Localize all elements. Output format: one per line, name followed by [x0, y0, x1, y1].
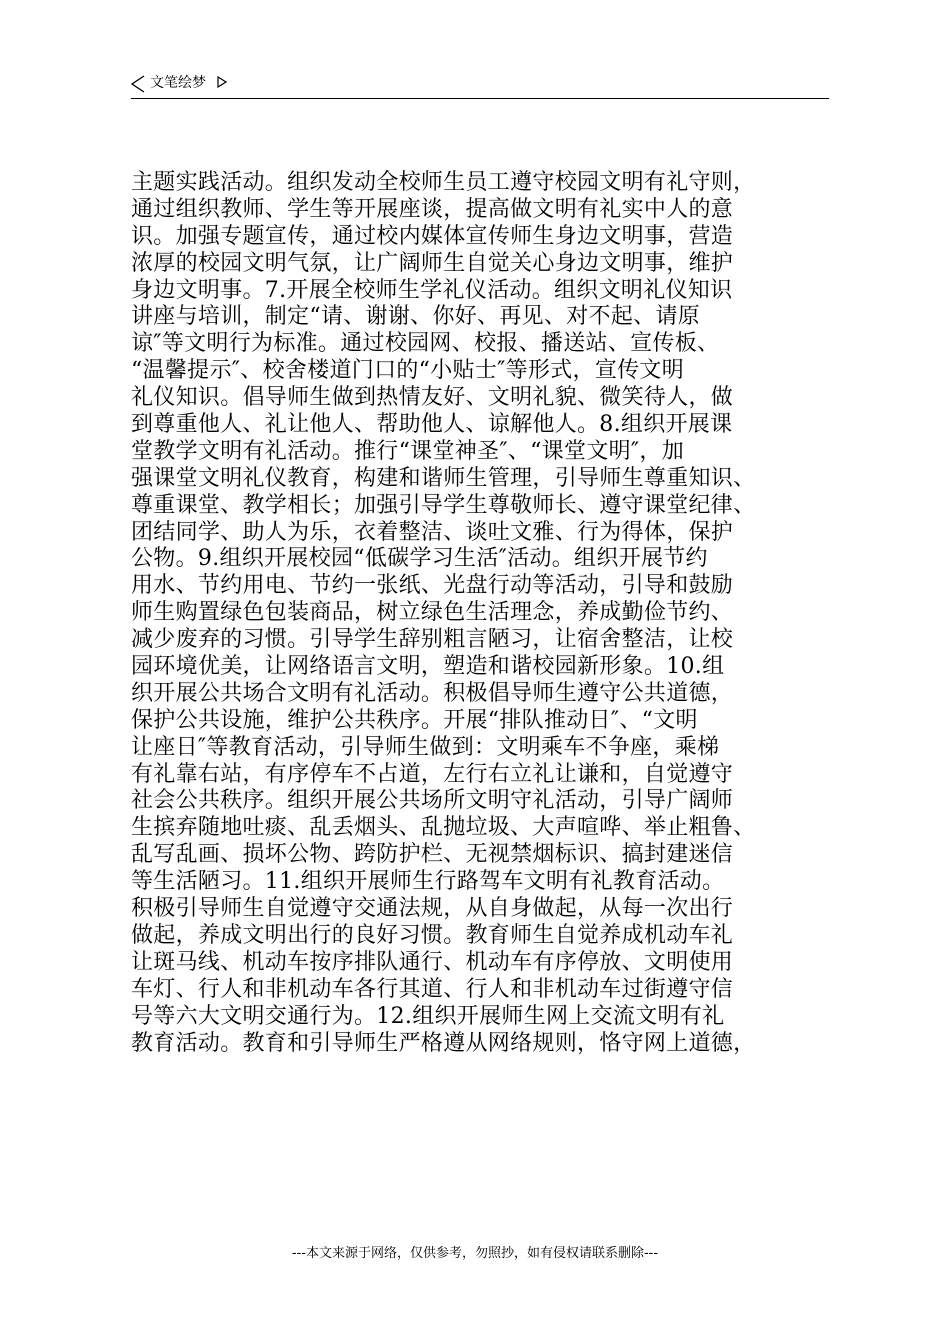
- body-text-line: 减少废弃的习惯。引导学生辞别粗言陋习，让宿舍整洁，让校: [131, 627, 734, 653]
- body-text-line: 用水、节约用电、节约一张纸、光盘行动等活动，引导和鼓励: [131, 573, 734, 599]
- body-text-line: 做起，养成文明出行的良好习惯。教育师生自觉养成机动车礼: [131, 922, 734, 948]
- body-text-line: 身边文明事。7.开展全校师生学礼仪活动。组织文明礼仪知识: [131, 277, 733, 303]
- body-text-line: 公物。9.组织开展校园“低碳学习生活″活动。组织开展节约: [131, 546, 708, 572]
- body-text-line: 园环境优美，让网络语言文明，塑造和谐校园新形象。10.组: [131, 654, 725, 680]
- body-text-line: 谅″等文明行为标准。通过校园网、校报、播送站、宣传板、: [131, 331, 720, 357]
- body-text-line: 堂教学文明有礼活动。推行“课堂神圣″、“课堂文明″，加: [131, 438, 685, 464]
- footer-notice: ---本文来源于网络，仅供参考，勿照抄，如有侵权请联系删除---: [291, 1246, 659, 1261]
- body-text-line: 社会公共秩序。组织开展公共场所文明守礼活动，引导广阔师: [131, 788, 734, 814]
- body-text-line: 教育活动。教育和引导师生严格遵从网络规则，恪守网上道德，: [131, 1030, 756, 1056]
- body-text-line: 团结同学、助人为乐，衣着整洁、谈吐文雅、行为得体，保护: [131, 519, 734, 545]
- document-body: [131, 170, 829, 1057]
- body-text-line: 乱写乱画、损坏公物、跨防护栏、无视禁烟标识、搞封建迷信: [131, 842, 734, 868]
- page-header: [131, 70, 829, 99]
- body-text-line: 浓厚的校园文明气氛，让广阔师生自觉关心身边文明事，维护: [131, 250, 734, 276]
- body-text-line: 让斑马线、机动车按序排队通行、机动车有序停放、文明使用: [131, 949, 734, 975]
- body-text-line: 讲座与培训，制定“请、谢谢、你好、再见、对不起、请原: [131, 304, 701, 330]
- body-text-line: 强课堂文明礼仪教育，构建和谐师生管理，引导师生尊重知识、: [131, 465, 756, 491]
- body-text-line: 车灯、行人和非机动车各行其道、行人和非机动车过街遵守信: [131, 976, 734, 1002]
- body-text-line: 保护公共设施，维护公共秩序。开展“排队推动日″、“文明: [131, 707, 698, 733]
- body-text-line: 通过组织教师、学生等开展座谈，提高做文明有礼实中人的意: [131, 196, 734, 222]
- body-text-line: 积极引导师生自觉遵守交通法规，从自身做起，从每一次出行: [131, 896, 734, 922]
- body-text-line: 等生活陋习。11.组织开展师生行路驾车文明有礼教育活动。: [131, 869, 725, 895]
- body-text-line: “温馨提示″、校舍楼道门口的“小贴士″等形式，宣传文明: [131, 358, 685, 384]
- body-text-line: 织开展公共场合文明有礼活动。积极倡导师生遵守公共道德，: [131, 680, 734, 706]
- body-text-line: 号等六大文明交通行为。12.组织开展师生网上交流文明有礼: [131, 1003, 725, 1029]
- body-text-line: 识。加强专题宣传，通过校内媒体宣传师生身边文明事，营造: [131, 223, 734, 249]
- body-text-line: 到尊重他人、礼让他人、帮助他人、谅解他人。8.组织开展课: [131, 412, 733, 438]
- triangle-left-icon: [131, 75, 145, 93]
- body-text-line: 主题实践活动。组织发动全校师生员工遵守校园文明有礼守则，: [131, 170, 756, 195]
- header-brand: 文笔绘梦: [150, 75, 206, 91]
- body-text-line: 生摈弃随地吐痰、乱丢烟头、乱抛垃圾、大声喧哗、举止粗鲁、: [131, 815, 756, 841]
- body-text-line: 师生购置绿色包装商品，树立绿色生活理念，养成勤俭节约、: [131, 600, 734, 626]
- triangle-right-icon: [217, 76, 227, 88]
- body-text-line: 尊重课堂、教学相长；加强引导学生尊敬师长、遵守课堂纪律、: [131, 492, 756, 518]
- body-text-line: 让座日″等教育活动，引导师生做到：文明乘车不争座，乘梯: [131, 734, 720, 760]
- body-text-line: 礼仪知识。倡导师生做到热情友好、文明礼貌、微笑待人，做: [131, 385, 734, 411]
- body-text-line: 有礼靠右站，有序停车不占道，左行右立礼让谦和，自觉遵守: [131, 761, 734, 787]
